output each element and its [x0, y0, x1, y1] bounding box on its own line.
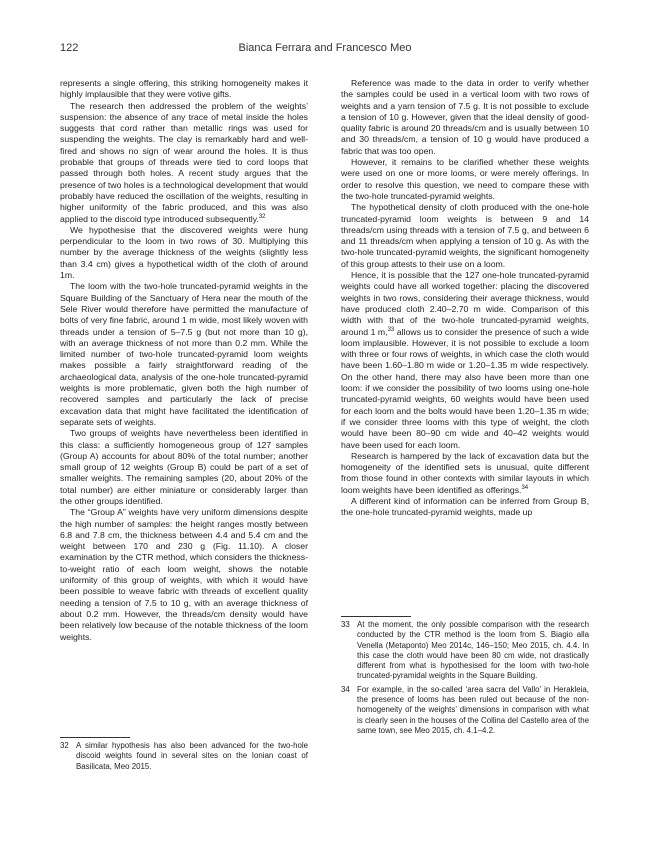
paragraph: The “Group A” weights have very uniform dimensions despite the high number of samples: the height ranges mostly between 6.8 and 7.8 cm, the thickness between 4.4 and 5.4 cm and the weight between 170 and 230 g (Fig. 11.10). A closer examination by the CTR method, which considers the thickness-to-weight ratio of each loom weight, shows the notable uniformity of this group of weights, with which it would have been possible to weave fabric with threads of excellent quality needing a tension of 7.5 to 10 g, with an average thickness of about 0.2 mm. However, the threads/cm density would have been relatively low because of the notable thickness of the loom weights. [60, 507, 308, 642]
footnote-33 [341, 620, 589, 682]
footnote-ref: 34 [521, 484, 529, 491]
paragraph [60, 101, 308, 225]
footnote-rule [60, 737, 130, 738]
footnote-text: At the moment, the only possible comparison with the research conducted by the CTR method is the loom from S. Biagio alla Venella (Metaponto) Meo 2014c, 146–150; Meo 2015, ch. 4.4. In this case the cloth would have been 80 cm wide, not drastically different from what is hypothesised for the loom with two-hole truncated-pyramidal weights in the Square Building. [357, 620, 589, 681]
running-head: Bianca Ferrara and Francesco Meo [238, 42, 412, 54]
paragraph: Two groups of weights have nevertheless been identified in this class: a sufficiently homogeneous group of 127 samples (Group A) accounts for about 80% of the total number; another small group of 12 weights (Group B) could be part of a set of smaller weights. The remaining samples (20, about 20% of the total number) are either miniature or considerably larger than the other groups identified. [60, 428, 308, 506]
paragraph-text: allows us to consider the presence of such a wide loom implausible. However, it is not possible to exclude a loom with three or four rows of weights, in which case the cloth would have been 1.60–1.80 m wide or 1.20–1.35 m wide respectively. On the other hand, there may also have been more than one loom: if we consider the possibility of two looms using one-hole truncated-pyramid weights, 60 weights would have been used for each loom and the bolts would have been 1.20–1.35 m wide; if we consider three looms with this type of weight, the cloth would have been 80–90 cm wide and 40–42 weights would have been used for each loom. [341, 326, 589, 450]
paragraph: The loom with the two-hole truncated-pyramid weights in the Square Building of the Sanctuary of Hera near the mouth of the Sele River would therefore have permitted the manufacture of bolts of very fine fabric, around 1 m wide, most likely woven with threads under a tension of 5–7.5 g (but not more than 10 g), with an average thickness of not more than 0.2 mm. While the limited number of two-hole truncated-pyramid loom weights makes possible a fairly straightforward reading of the archaeological data, analysis of the one-hole truncated-pyramid weights is more problematic, given both the high number of recovered samples and particularly the lack of precise excavation data that might have facilitated the identification of separate sets of weights. [60, 281, 308, 427]
paragraph: Reference was made to the data in order to verify whether the samples could be used in a vertical loom with two rows of weights and a yarn tension of 7.5 g. It is not possible to exclude a tension of 10 g. However, given that the ideal density of good-quality fabric is around 20 threads/cm and is usually between 10 and 30 threads/cm, a tension of 10 g would have produced a fabric that was too open. [341, 78, 589, 156]
footnote-rule [341, 616, 411, 617]
footnote-text: For example, in the so-called ‘area sacra del Vallo’ in Herakleia, the presence of looms has been ruled out because of the non-homogeneity of the weights’ dimensions in comparison with what is clearly seen in the houses of the Collina del Castello area of the same town, see Meo 2015, ch. 4.1–4.2. [357, 684, 589, 735]
paragraph: We hypothesise that the discovered weights were hung perpendicular to the loom in two rows of 30. Multiplying this number by the average thickness of the weights (slightly less than 3.4 cm) gives a hypothetical width of the cloth of around 1m. [60, 224, 308, 281]
paragraph-text: Hence, it is possible that the 127 one-hole truncated-pyramid weights could have all worked together: placing the discovered weights in two rows, considering their average thickness, would have produced cloth 2.40–2.70 m wide. Comparison of this width with that of the two-hole truncated-pyramid weights, around 1 m, [341, 270, 589, 337]
footnote-number: 32 [60, 741, 69, 750]
footnotes-left [60, 741, 308, 775]
footnotes-right [341, 620, 589, 739]
footnote-ref: 32 [258, 213, 266, 220]
footnote-34 [341, 685, 589, 736]
paragraph [341, 270, 589, 451]
paragraph: A different kind of information can be inferred from Group B, the one-hole truncated-pyramid weights, made up [341, 495, 589, 518]
paragraph: However, it remains to be clarified whether these weights were used on one or more looms, or were merely offerings. In order to resolve this question, we need to compare these with the two-hole truncated-pyramid weights. [341, 157, 589, 201]
right-column [341, 78, 589, 519]
footnote-number: 33 [341, 620, 350, 629]
paragraph [341, 451, 589, 496]
footnote-ref: 33 [387, 326, 395, 333]
footnote-text: A similar hypothesis has also been advanced for the two-hole discoid weights found in several sites on the Ionian coast of Basilicata, Meo 2015. [76, 741, 308, 771]
paragraph-text: Research is hampered by the lack of excavation data but the homogeneity of the identified sets is unusual, quite different from those found in other contexts with similar layouts in which loom weights have been identified as offerings. [341, 450, 589, 495]
left-column [60, 78, 308, 643]
paragraph-text: The research then addressed the problem of the weights’ suspension: the absence of any trace of metal inside the holes suggests that cord rather than metallic rings was used for suspending the weights. The clay is remarkably hard and well-fired and shows no sign of wear around the holes. It is thus probable that groups of threads were tied to cord loops that passed through both holes. A recent study argues that the presence of two holes is a technological development that would probably have reduced the oscillation of the weights, resulting in higher uniformity of the fabric produced, and this was also applied to the discoid type introduced subsequently. [60, 100, 308, 224]
paragraph: The hypothetical density of cloth produced with the one-hole truncated-pyramid loom weights is between 9 and 14 threads/cm using threads with a tension of 7.5 g, and between 6 and 11 threads/cm when applying a tension of 10 g. As with the two-hole truncated-pyramid weights, the significant homogeneity of this group attests to their use on a loom. [341, 202, 589, 269]
footnote-32 [60, 741, 308, 772]
page-header [60, 42, 590, 56]
page-number: 122 [60, 42, 79, 54]
footnote-number: 34 [341, 684, 350, 694]
paragraph: represents a single offering, this striking homogeneity makes it highly implausible that they were votive gifts. [60, 78, 308, 100]
